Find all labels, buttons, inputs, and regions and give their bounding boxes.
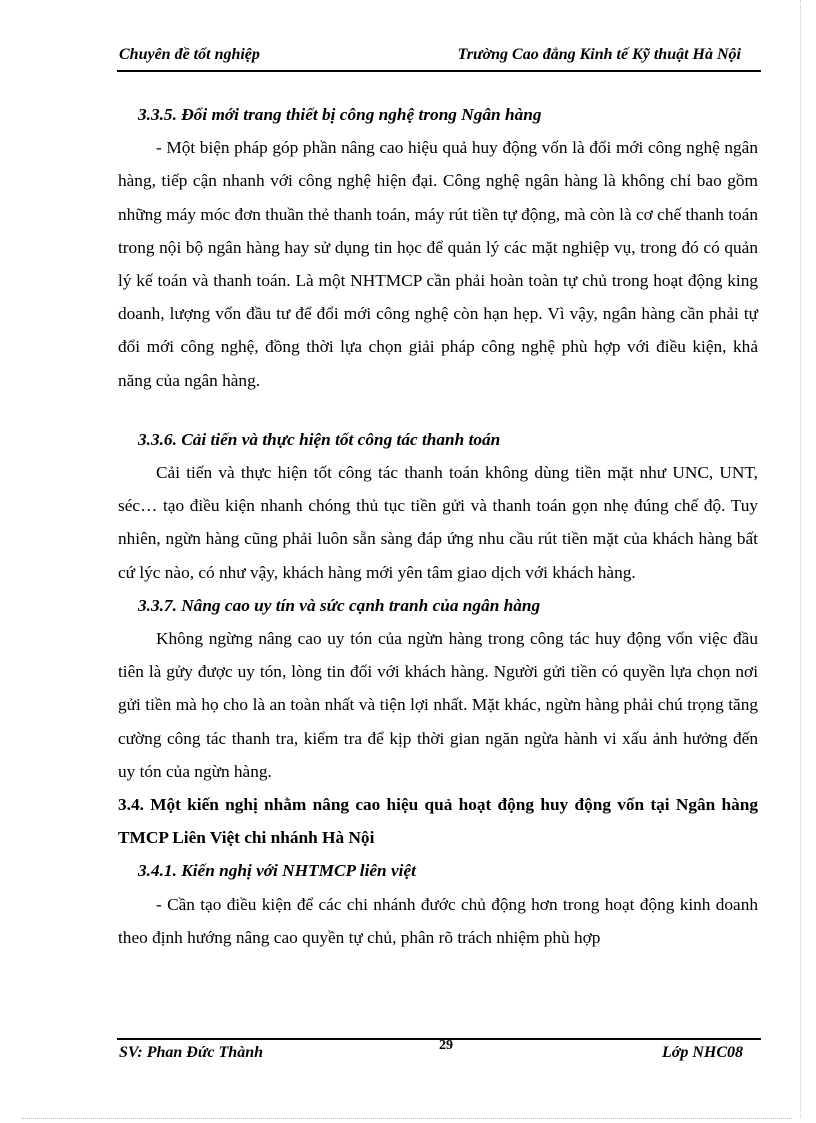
header-left-text: Chuyên đề tốt nghiệp: [119, 46, 260, 63]
section-3-3-7-paragraph: Không ngừng nâng cao uy tón của ngừn hàng trong công tác huy động vốn việc đầu tiên là gửy được uy tón, lòng tin đối với khách hàng. Người gửi tiền có quyền lựa chọn nơi gửi tiền mà họ cho là an toàn nhất và tiện lợi nhất. Mặt khác, ngừn hàng phải chú trọng tăng cường công tác thanh tra, kiểm tra để kịp thời gian ngăn ngừa hành vi xấu ảnh hưởng đến uy tón của ngừn hàng.: [118, 629, 758, 781]
page-edge-bottom: [22, 1118, 792, 1119]
section-3-3-6-paragraph: Cải tiến và thực hiện tốt công tác thanh toán không dùng tiền mặt như UNC, UNT, séc… tạo điều kiện nhanh chóng thủ tục tiền gửi và thanh toán gọn nhẹ đúng chế độ. Tuy nhiên, ngừn hàng cũng phải luôn sẵn sàng đáp ứng nhu cầu rút tiền mặt của khách hàng bất cứ lýc nào, có như vậy, khách hàng mới yên tâm giao dịch với khách hàng.: [118, 463, 758, 582]
footer-student-name: SV: Phan Đức Thành: [119, 1044, 263, 1061]
section-3-3-7-heading: 3.3.7. Nâng cao uy tín và sức cạnh tranh của ngân hàng: [138, 595, 541, 615]
header-right-text: Trường Cao đẳng Kinh tế Kỹ thuật Hà Nội: [457, 46, 741, 63]
page-edge-right: [800, 0, 801, 1118]
page-footer: [117, 1038, 761, 1061]
footer-class: Lớp NHC08: [661, 1044, 743, 1061]
section-3-4-1-paragraph: - Cần tạo điều kiện để các chi nhánh đước chủ động hơn trong hoạt động kinh doanh theo định hướng nâng cao quyền tự chủ, phân rõ trách nhiệm phù hợp: [118, 894, 758, 947]
spacer: [118, 397, 758, 423]
section-3-3-5-heading: 3.3.5. Đổi mới trang thiết bị công nghệ trong Ngân hàng: [138, 105, 542, 124]
page-number: 29: [439, 1038, 453, 1053]
section-3-4-heading: 3.4. Một kiến nghị nhằm nâng cao hiệu quả hoạt động huy động vốn tại Ngân hàng TMCP Liên Việt chi nhánh Hà Nội: [118, 795, 758, 848]
page-content: [118, 98, 758, 954]
section-3-3-5-paragraph: - Một biện pháp góp phần nâng cao hiệu quả huy động vốn là đổi mới công nghệ ngân hàng, tiếp cận nhanh với công nghệ hiện đại. Công nghệ ngân hàng là không chỉ bao gồm những máy móc đơn thuần thẻ thanh toán, máy rút tiền tự động, mà còn là cơ chế thanh toán trong nội bộ ngân hàng hay sử dụng tin học để quản lý các mặt nghiệp vụ, trong đó có quản lý kế toán và thanh toán. Là một NHTMCP cần phải hoàn toàn tự chủ trong hoạt động king doanh, lượng vốn đầu tư để đổi mới công nghệ còn hạn hẹp. Vì vậy, ngân hàng cần phải tự đổi mới công nghệ, đồng thời lựa chọn giải pháp công nghệ phù hợp với điều kiện, khả năng của ngân hàng.: [118, 138, 758, 390]
section-3-3-6-heading: 3.3.6. Cải tiến và thực hiện tốt công tác thanh toán: [138, 429, 501, 449]
page-header: [117, 44, 761, 72]
section-3-4-1-heading: 3.4.1. Kiến nghị với NHTMCP liên việt: [138, 861, 416, 881]
